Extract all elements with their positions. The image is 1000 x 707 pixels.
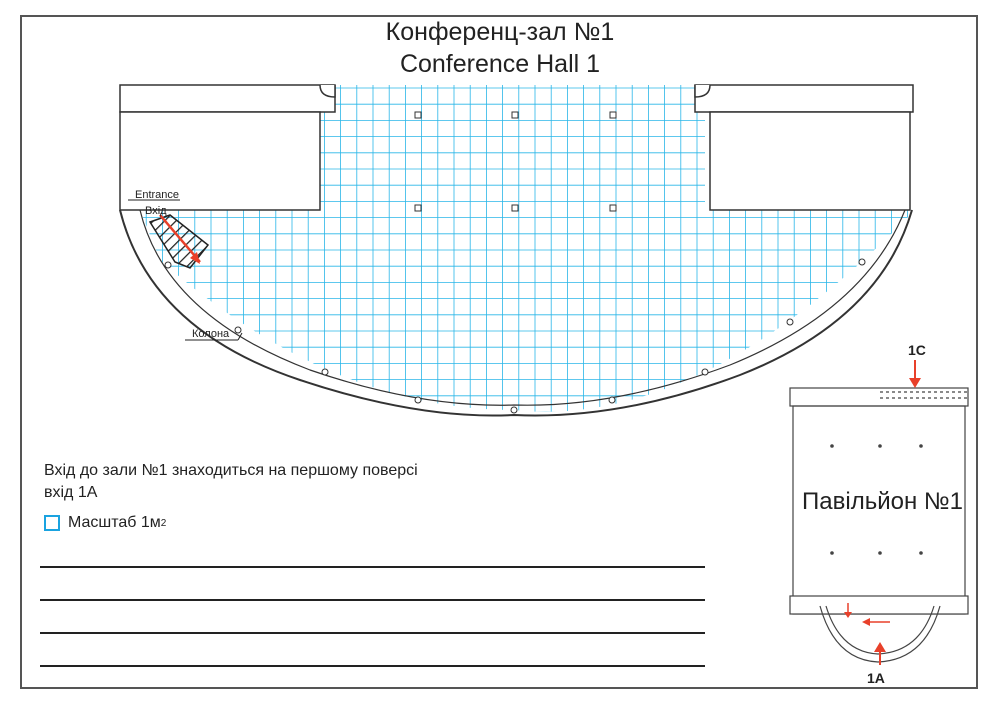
scale-superscript: 2 <box>160 517 167 529</box>
scale-label: Масштаб 1м <box>68 514 161 531</box>
entrance-label-en: Entrance <box>135 189 180 201</box>
entrance-note-line1: Вхід до зали №1 знаходиться на першому поверсі <box>44 462 418 479</box>
scale-legend <box>44 514 166 532</box>
pavilion-title: Павільйон №1 <box>802 488 963 515</box>
blank-line <box>40 632 705 634</box>
scale-swatch <box>44 515 60 531</box>
entry-1a-label: 1A <box>867 670 885 686</box>
pavilion-inset <box>790 388 970 662</box>
right-wall-block <box>695 85 913 210</box>
title-english: Conference Hall 1 <box>399 50 601 78</box>
column-label: Колона <box>192 328 230 340</box>
entrance-note-line2: вхід 1А <box>44 484 98 501</box>
blank-line <box>40 566 705 568</box>
entrance-label-ua: Вхід <box>145 205 167 217</box>
blank-line <box>40 665 705 667</box>
title-ukrainian: Конференц-зал №1 <box>385 18 615 46</box>
entry-1c-label: 1C <box>908 342 926 358</box>
blank-line <box>40 599 705 601</box>
